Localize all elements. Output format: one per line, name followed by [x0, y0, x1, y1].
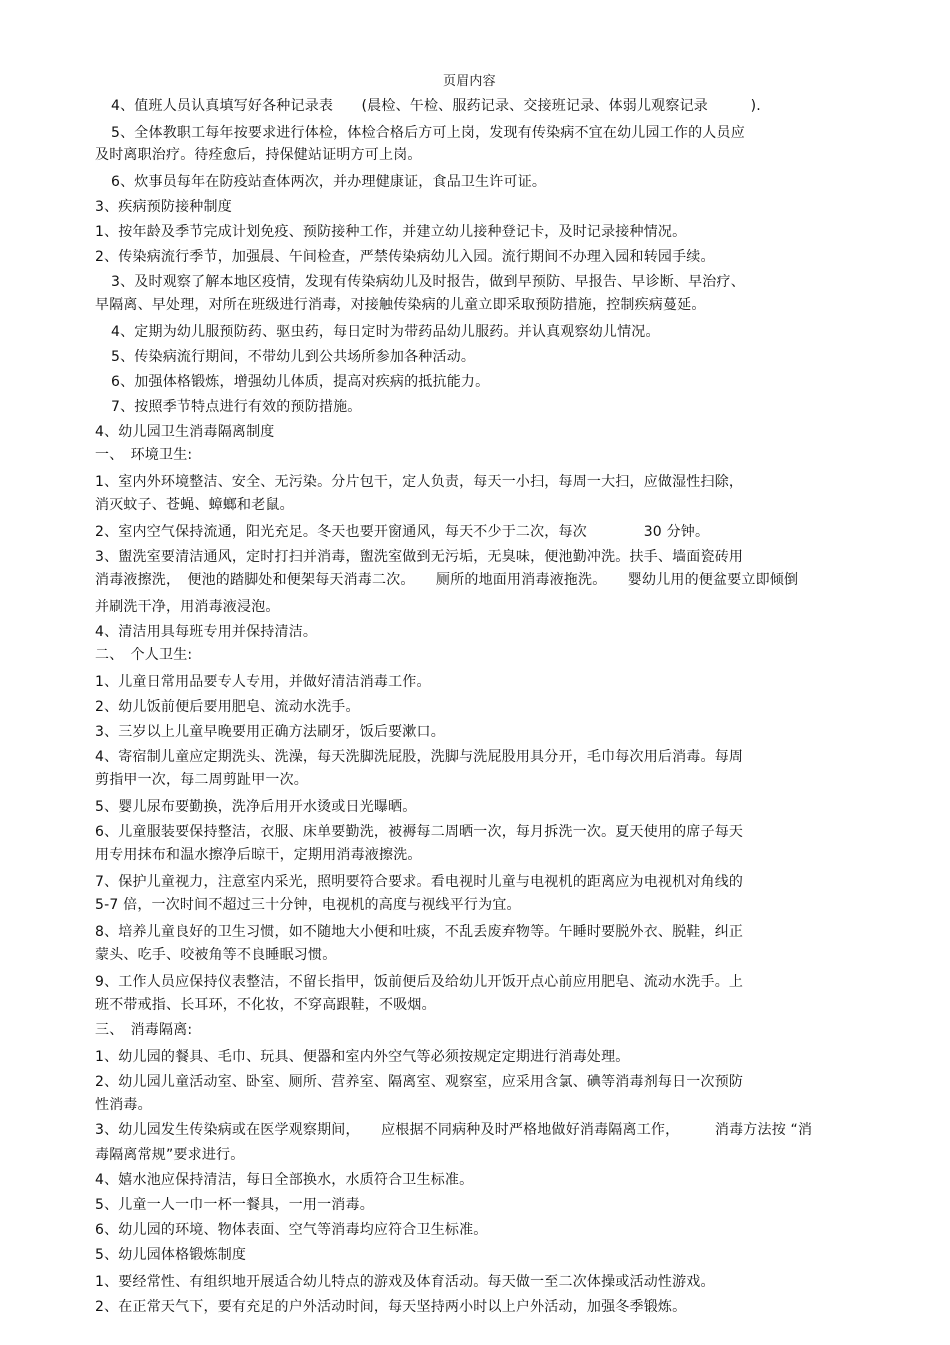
text-line: 1、按年龄及季节完成计划免疫、预防接种工作，并建立幼儿接种登记卡，及时记录接种情况。: [95, 224, 687, 240]
text-line: 4、嬉水池应保持清洁，每日全部换水，水质符合卫生标准。: [95, 1172, 474, 1188]
text-line: 2、传染病流行季节，加强晨、午间检查，严禁传染病幼儿入园。流行期间不办理入园和转园手续。: [95, 249, 715, 265]
text-line: 2、室内空气保持流通，阳光充足。冬天也要开窗通风，每天不少于二次，每次 30 分钟。: [95, 524, 710, 540]
text-line: 毒隔离常规”要求进行。: [95, 1147, 245, 1163]
text-line: 4、幼儿园卫生消毒隔离制度: [95, 424, 275, 440]
text-line: 1、幼儿园的餐具、毛巾、玩具、便器和室内外空气等必须按规定定期进行消毒处理。: [95, 1049, 630, 1065]
text-line: 2、幼儿园儿童活动室、卧室、厕所、营养室、隔离室、观察室，应采用含氯、碘等消毒剂每日一次预防: [95, 1074, 744, 1090]
text-line: 3、三岁以上儿童早晚要用正确方法刷牙，饭后要漱口。: [95, 724, 445, 740]
text-line: 5、传染病流行期间，不带幼儿到公共场所参加各种活动。: [111, 349, 476, 365]
text-line: 1、室内外环境整洁、安全、无污染。分片包干，定人负责，每天一小扫，每周一大扫，应做湿性扫除，: [95, 474, 744, 490]
text-line: 6、儿童服装要保持整洁，衣服、床单要勤洗，被褥每二周晒一次，每月拆洗一次。夏天使用的席子每天: [95, 824, 744, 840]
text-line: 1、儿童日常用品要专人专用，并做好清洁消毒工作。: [95, 674, 431, 690]
text-line: 5、儿童一人一巾一杯一餐具，一用一消毒。: [95, 1197, 374, 1213]
text-line: 3、盥洗室要清洁通风，定时打扫并消毒，盥洗室做到无污垢，无臭味，便池勤冲洗。扶手、墙面瓷砖用: [95, 549, 744, 565]
text-line: 2、幼儿饭前便后要用肥皂、流动水洗手。: [95, 699, 360, 715]
page-header: 页眉内容: [443, 74, 496, 89]
text-line: 消毒液擦洗， 便池的踏脚处和便架每天消毒二次。 厕所的地面用消毒液拖洗。 婴幼儿用的便盆要立即倾倒: [95, 572, 799, 588]
text-line: 班不带戒指、长耳环，不化妆，不穿高跟鞋，不吸烟。: [95, 997, 436, 1013]
text-line: 3、幼儿园发生传染病或在医学观察期间， 应根据不同病种及时严格地做好消毒隔离工作， 消毒方法按 “消: [95, 1122, 813, 1138]
text-line: 性消毒。: [95, 1097, 152, 1113]
text-line: 三、 消毒隔离:: [95, 1022, 193, 1038]
text-line: 剪指甲一次，每二周剪趾甲一次。: [95, 772, 308, 788]
text-line: 3、疾病预防接种制度: [95, 199, 232, 215]
text-line: 5-7 倍，一次时间不超过三十分钟，电视机的高度与视线平行为宜。: [95, 897, 521, 913]
text-line: 4、寄宿制儿童应定期洗头、洗澡，每天洗脚洗屁股，洗脚与洗屁股用具分开，毛巾每次用后消毒。每周: [95, 749, 744, 765]
text-line: 8、培养儿童良好的卫生习惯，如不随地大小便和吐痰，不乱丢废弃物等。午睡时要脱外衣、脱鞋，纠正: [95, 924, 744, 940]
text-line: 9、工作人员应保持仪表整洁，不留长指甲，饭前便后及给幼儿开饭开点心前应用肥皂、流动水洗手。上: [95, 974, 744, 990]
text-line: 一、 环境卫生:: [95, 447, 193, 463]
text-line: 二、 个人卫生:: [95, 647, 193, 663]
text-line: 5、婴儿尿布要勤换，洗净后用开水烫或日光曝晒。: [95, 799, 417, 815]
text-line: 6、幼儿园的环境、物体表面、空气等消毒均应符合卫生标准。: [95, 1222, 488, 1238]
text-line: 4、清洁用具每班专用并保持清洁。: [95, 624, 318, 640]
text-line: 并刷洗干净，用消毒液浸泡。: [95, 599, 280, 615]
text-line: 5、幼儿园体格锻炼制度: [95, 1247, 247, 1263]
text-line: 5、全体教职工每年按要求进行体检，体检合格后方可上岗，发现有传染病不宜在幼儿园工作的人员应: [111, 125, 745, 141]
text-line: 3、及时观察了解本地区疫情，发现有传染病幼儿及时报告，做到早预防、早报告、早诊断、早治疗、: [111, 274, 745, 290]
text-line: 及时离职治疗。待痊愈后，持保健站证明方可上岗。: [95, 147, 422, 163]
text-line: 7、保护儿童视力，注意室内采光，照明要符合要求。看电视时儿童与电视机的距离应为电视机对角线的: [95, 874, 744, 890]
text-line: 蒙头、吃手、咬被角等不良睡眠习惯。: [95, 947, 337, 963]
text-line: 6、炊事员每年在防疫站查体两次，并办理健康证，食品卫生许可证。: [111, 174, 547, 190]
text-line: 2、在正常天气下，要有充足的户外活动时间，每天坚持两小时以上户外活动，加强冬季锻炼。: [95, 1299, 687, 1315]
text-line: 6、加强体格锻炼，增强幼儿体质，提高对疾病的抵抗能力。: [111, 374, 490, 390]
text-line: 早隔离、早处理，对所在班级进行消毒，对接触传染病的儿童立即采取预防措施，控制疾病蔓延。: [95, 297, 706, 313]
text-line: 用专用抹布和温水擦净后晾干，定期用消毒液擦洗。: [95, 847, 422, 863]
text-line: 7、按照季节特点进行有效的预防措施。: [111, 399, 362, 415]
text-line: 4、定期为幼儿服预防药、驱虫药，每日定时为带药品幼儿服药。并认真观察幼儿情况。: [111, 324, 660, 340]
text-line: 4、值班人员认真填写好各种记录表 (晨检、午检、服药记录、交接班记录、体弱儿观察记录 ).: [111, 98, 761, 114]
text-line: 消灭蚊子、苍蝇、蟑螂和老鼠。: [95, 497, 294, 513]
text-line: 1、要经常性、有组织地开展适合幼儿特点的游戏及体育活动。每天做一至二次体操或活动性游戏。: [95, 1274, 715, 1290]
